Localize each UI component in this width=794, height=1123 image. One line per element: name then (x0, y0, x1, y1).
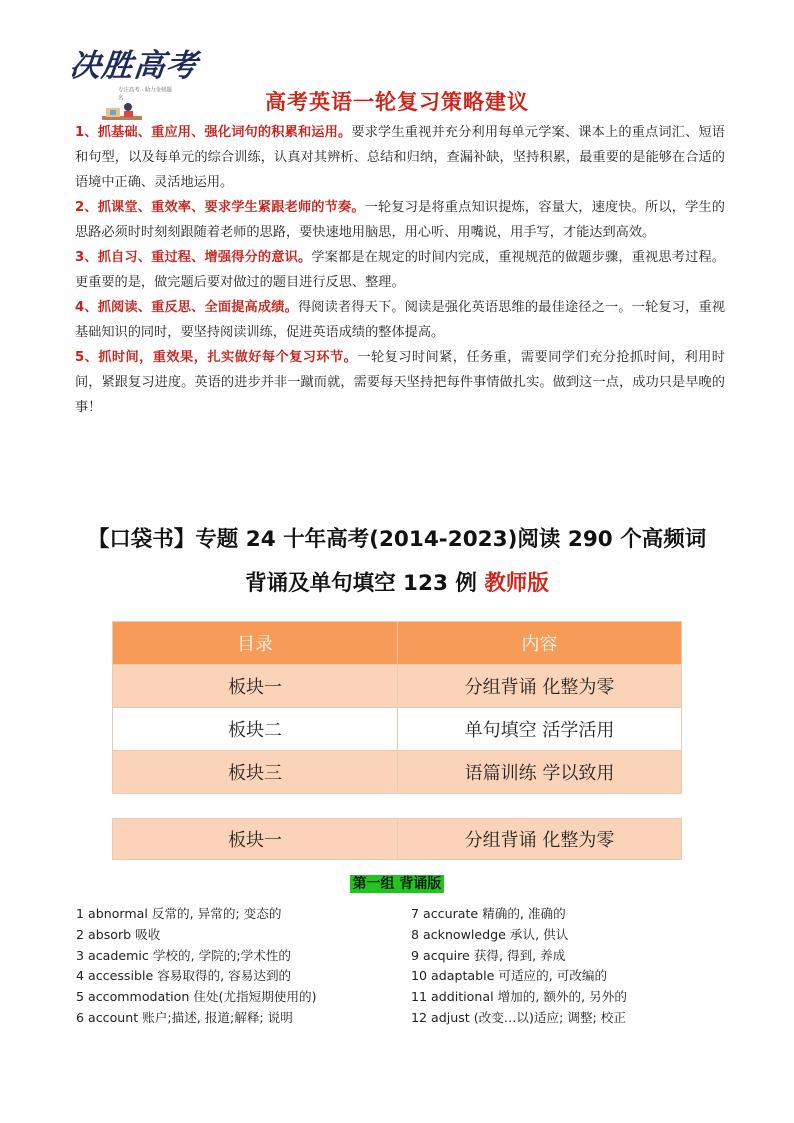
tip-heading: 1、抓基础、重应用、强化词句的积累和运用。 (75, 125, 352, 140)
table-row (113, 708, 682, 751)
tip-heading: 2、抓课堂、重效率、要求学生紧跟老师的节奏。 (75, 200, 365, 215)
vocab-item: 11 additional 增加的, 额外的, 另外的 (411, 989, 627, 1005)
strategy-tips (75, 120, 725, 420)
page-title: 高考英语一轮复习策略建议 (265, 90, 529, 114)
section-header-table (112, 818, 682, 860)
vocab-column-left (76, 904, 406, 1029)
tip-body: 得阅读者得天下。阅读是强化英语思维的最佳途径之一。一轮复习，重视基础知识的同时，要坚持阅读训练，促进英语成绩的整体提高。 (75, 300, 725, 340)
table-row (113, 751, 682, 794)
vocab-item: 6 account 账户;描述, 报道;解释; 说明 (76, 1009, 293, 1025)
vocab-item: 5 accommodation 住处(尤指短期使用的) (76, 989, 317, 1005)
table-row (113, 819, 682, 860)
tip-body: 要求学生重视并充分利用每单元学案、课本上的重点词汇、短语和句型，以及每单元的综合训练，认真对其辨析、总结和归纳，查漏补缺，坚持积累，最重要的是能够在合适的语境中正确、灵活地运用。 (75, 125, 725, 190)
tip-paragraph (75, 345, 725, 420)
table-cell: 单句填空 活学活用 (398, 708, 682, 751)
vocab-item: 1 abnormal 反常的, 异常的; 变态的 (76, 906, 282, 921)
table-row (113, 665, 682, 708)
tip-body: 一轮复习时间紧，任务重，需要同学们充分抢抓时间，利用时间，紧跟复习进度。英语的进步并非一蹴而就，需要每天坚持把每件事情做扎实。做到这一点，成功只是早晚的事！ (75, 350, 725, 415)
group-label-wrap (0, 873, 794, 893)
table-header-row (113, 622, 682, 665)
tip-heading: 5、抓时间，重效果，扎实做好每个复习环节。 (75, 350, 358, 365)
tip-heading: 3、抓自习、重过程、增强得分的意识。 (75, 250, 312, 265)
group-label: 第一组 背诵版 (350, 875, 445, 893)
logo-subtitle: 专注高考 · 助力金榜题名 (118, 86, 172, 102)
vocab-item: 7 accurate 精确的, 准确的 (411, 906, 566, 921)
vocab-item: 3 academic 学校的, 学院的;学术性的 (76, 947, 291, 963)
table-cell: 分组背诵 化整为零 (398, 665, 682, 708)
section-description: 分组背诵 化整为零 (398, 819, 682, 860)
vocab-item: 8 acknowledge 承认, 供认 (411, 926, 569, 942)
document-title-line2 (0, 566, 794, 597)
tip-body: 学案都是在规定的时间内完成，重视规范的做题步骤，重视思考过程。更重要的是，做完题后要对做过的题目进行反思、整理。 (75, 250, 725, 290)
edition-label: 教师版 (484, 571, 549, 596)
table-header-cell: 内容 (398, 622, 682, 665)
table-cell: 板块二 (113, 708, 398, 751)
vocab-column-right (411, 904, 731, 1029)
tip-paragraph (75, 195, 725, 245)
vocab-item: 4 accessible 容易取得的, 容易达到的 (76, 968, 292, 984)
tip-paragraph (75, 295, 725, 345)
tip-paragraph (75, 120, 725, 195)
tip-body: 一轮复习是将重点知识提炼，容量大，速度快。所以，学生的思路必须时时刻刻跟随着老师的思路，要快速地用脑思，用心听、用嘴说，用手写，才能达到高效。 (75, 200, 725, 240)
tip-paragraph (75, 245, 725, 295)
document-title-line1: 【口袋书】专题 24 十年高考(2014-2023)阅读 290 个高频词 (87, 527, 707, 552)
table-cell: 板块一 (113, 665, 398, 708)
vocab-item: 9 acquire 获得, 得到, 养成 (411, 947, 566, 963)
table-cell: 板块三 (113, 751, 398, 794)
table-cell: 语篇训练 学以致用 (398, 751, 682, 794)
tip-heading: 4、抓阅读、重反思、全面提高成绩。 (75, 300, 298, 315)
document-title-main: 背诵及单句填空 123 例 (245, 571, 485, 596)
vocab-item: 10 adaptable 可适应的, 可改编的 (411, 968, 608, 984)
table-header-cell: 目录 (113, 622, 398, 665)
vocab-item: 2 absorb 吸收 (76, 926, 161, 942)
section-name: 板块一 (113, 819, 398, 860)
logo-brand-text: 决胜高考 (67, 48, 200, 84)
vocab-item: 12 adjust (改变…以)适应; 调整; 校正 (411, 1009, 626, 1025)
contents-table (112, 621, 682, 794)
